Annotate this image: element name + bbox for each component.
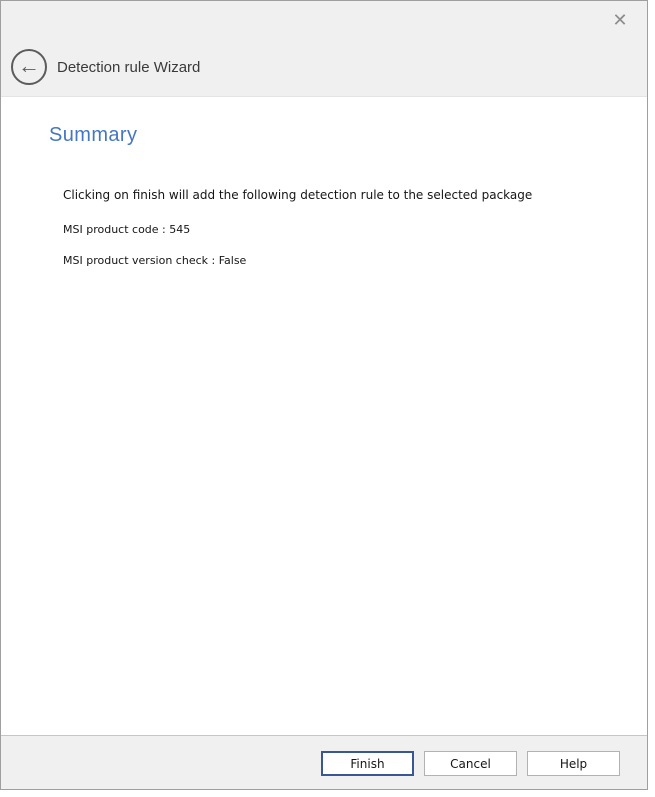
cancel-button[interactable]: Cancel (424, 751, 517, 776)
wizard-title: Detection rule Wizard (57, 59, 201, 76)
back-button[interactable] (11, 49, 47, 85)
wizard-header (1, 1, 647, 97)
detail-msi-version-check: MSI product version check : False (63, 254, 247, 267)
finish-button[interactable]: Finish (321, 751, 414, 776)
summary-description: Clicking on finish will add the following detection rule to the selected package (63, 188, 533, 202)
page-title: Summary (49, 124, 138, 146)
back-arrow-icon: ← (18, 52, 40, 78)
detail-msi-product-code: MSI product code : 545 (63, 223, 191, 236)
close-icon[interactable]: ✕ (612, 9, 628, 30)
help-button[interactable]: Help (527, 751, 620, 776)
